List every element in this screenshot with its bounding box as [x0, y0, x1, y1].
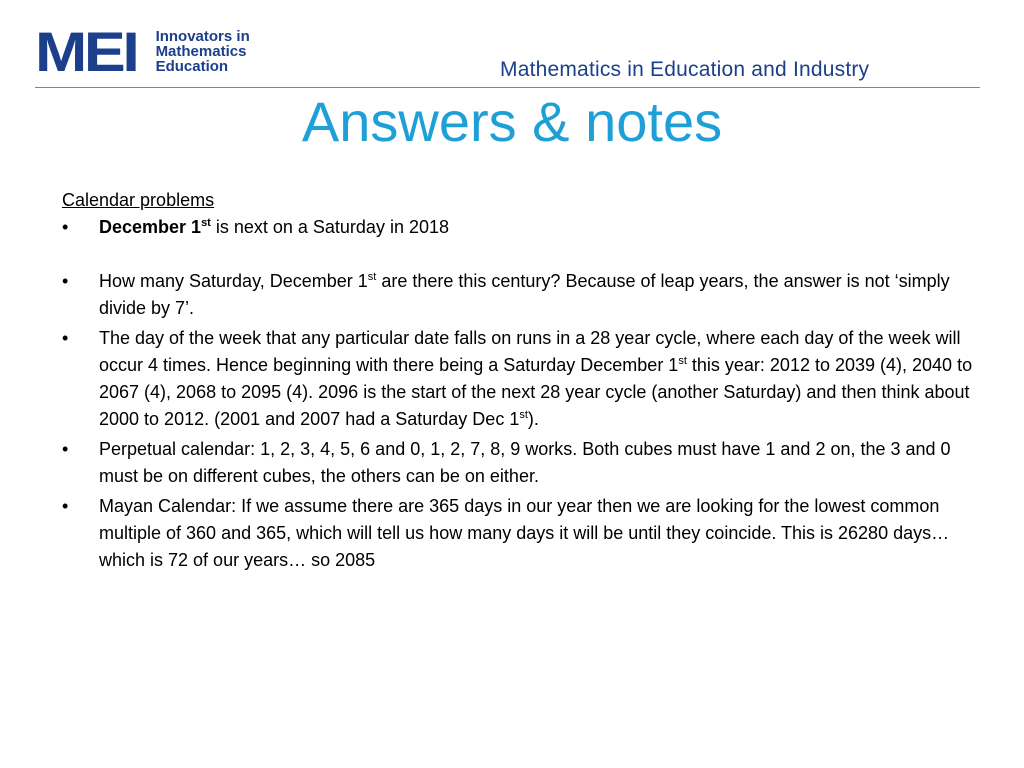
mei-logo [35, 20, 250, 83]
bullet-text: Perpetual calendar: 1, 2, 3, 4, 5, 6 and 0, 1, 2, 7, 8, 9 works. Both cubes must have 1 and 2 on, the 3 and 0 must be on different cubes, the others can be on either. [99, 439, 951, 486]
superscript: st [678, 355, 687, 367]
bold-date [99, 217, 211, 237]
bullet-item-5 [62, 493, 982, 574]
bullet-text: this year: 2012 to 2039 (4), 2040 to 2067 (4), 2068 to 2095 (4). 2096 is the start of the next 28 year cycle (another Saturday) and then think about 2000 to 2012. (2001 and 2007 had a Saturday Dec 1 [99, 355, 973, 429]
bullet-item-1 [62, 214, 982, 241]
superscript: st [519, 409, 528, 421]
bullet-text: is next on a Saturday in 2018 [210, 217, 450, 237]
bullet-text: ). [527, 409, 539, 429]
logo-line-2: Mathematics [155, 43, 247, 60]
bullet-list [62, 214, 982, 574]
bullet-marker: • [62, 217, 69, 237]
bullet-item-2 [62, 268, 982, 322]
bullet-marker: • [62, 439, 69, 459]
bullet-marker: • [62, 271, 69, 291]
slide-content [62, 187, 982, 574]
blank-line [62, 241, 982, 268]
logo-text [156, 29, 250, 74]
bullet-item-3 [62, 325, 982, 433]
bullet-text: How many Saturday, December 1 [99, 271, 368, 291]
bullet-marker: • [62, 496, 69, 516]
header-tagline: Mathematics in Education and Industry [500, 58, 870, 81]
superscript: st [201, 217, 211, 229]
logo-line-3: Education [155, 58, 229, 75]
bullet-item-4 [62, 436, 982, 490]
superscript: st [367, 271, 377, 283]
bullet-text: are there this century? Because of leap years, the answer is not ‘simply divide by 7’. [99, 271, 950, 318]
bullet-marker: • [62, 328, 69, 348]
section-heading: Calendar problems [62, 190, 215, 210]
slide-title: Answers & notes [301, 90, 723, 153]
bullet-text: The day of the week that any particular date falls on runs in a 28 year cycle, where each day of the week will occur 4 times. Hence beginning with there being a Saturday December 1 [99, 328, 961, 375]
logo-line-1: Innovators in [155, 28, 250, 45]
bullet-text: Mayan Calendar: If we assume there are 365 days in our year then we are looking for the lowest common multiple of 360 and 365, which will tell us how many days it will be until they coincide. This is 26280 days… which is 72 of our years… so 2085 [99, 496, 950, 570]
bold-date-text: December 1 [99, 217, 202, 237]
logo-mark: MEI [35, 20, 137, 83]
